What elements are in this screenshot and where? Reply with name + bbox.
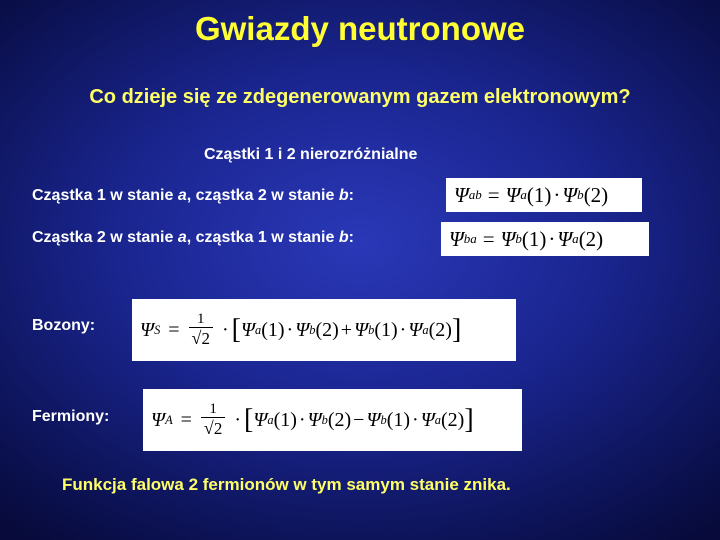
slide-subtitle: Co dzieje się ze zdegenerowanym gazem elektronowym?: [89, 86, 631, 108]
case2-state-b: b: [338, 229, 349, 246]
case1-text: [32, 187, 354, 205]
case2-state-a: a: [177, 229, 187, 246]
case1-prefix: Cząstka 1 w stanie: [32, 187, 178, 204]
case1-suffix: :: [348, 187, 354, 204]
fermions-label: Fermiony:: [32, 408, 110, 425]
formula-psi-antisymmetric: Ψ A = $\frac{1}{√2}$ · [ Ψ a (1) · Ψ b (2) − Ψ b (1) · Ψ a (2) ]: [143, 389, 522, 451]
formula-psi-ab: Ψ ab = Ψ a (1) · Ψ b (2): [446, 178, 642, 212]
formula-psi-ba: Ψ ba = Ψ b (1) · Ψ a (2): [441, 222, 649, 256]
case2-text: [32, 229, 354, 247]
conclusion-text: Funkcja falowa 2 fermionów w tym samym stanie znika.: [62, 475, 511, 494]
indistinguishable-statement: Cząstki 1 i 2 nierozróżnialne: [204, 146, 418, 163]
formula-psi-symmetric: Ψ S = $\frac{1}{√2}$ · [ Ψ a (1) · Ψ b (2) + Ψ b (1) · Ψ a (2) ]: [132, 299, 516, 361]
slide-title: Gwiazdy neutronowe: [194, 10, 526, 47]
case1-state-b: b: [338, 187, 349, 204]
case2-suffix: :: [348, 229, 354, 246]
fraction: $\frac{1}{√2}$: [201, 402, 225, 439]
fraction: $\frac{1}{√2}$: [189, 312, 213, 349]
bosons-label: Bozony:: [32, 317, 96, 334]
case2-middle: , cząstka 1 w stanie: [186, 229, 339, 246]
case1-state-a: a: [177, 187, 187, 204]
case1-middle: , cząstka 2 w stanie: [186, 187, 339, 204]
case2-prefix: Cząstka 2 w stanie: [32, 229, 178, 246]
